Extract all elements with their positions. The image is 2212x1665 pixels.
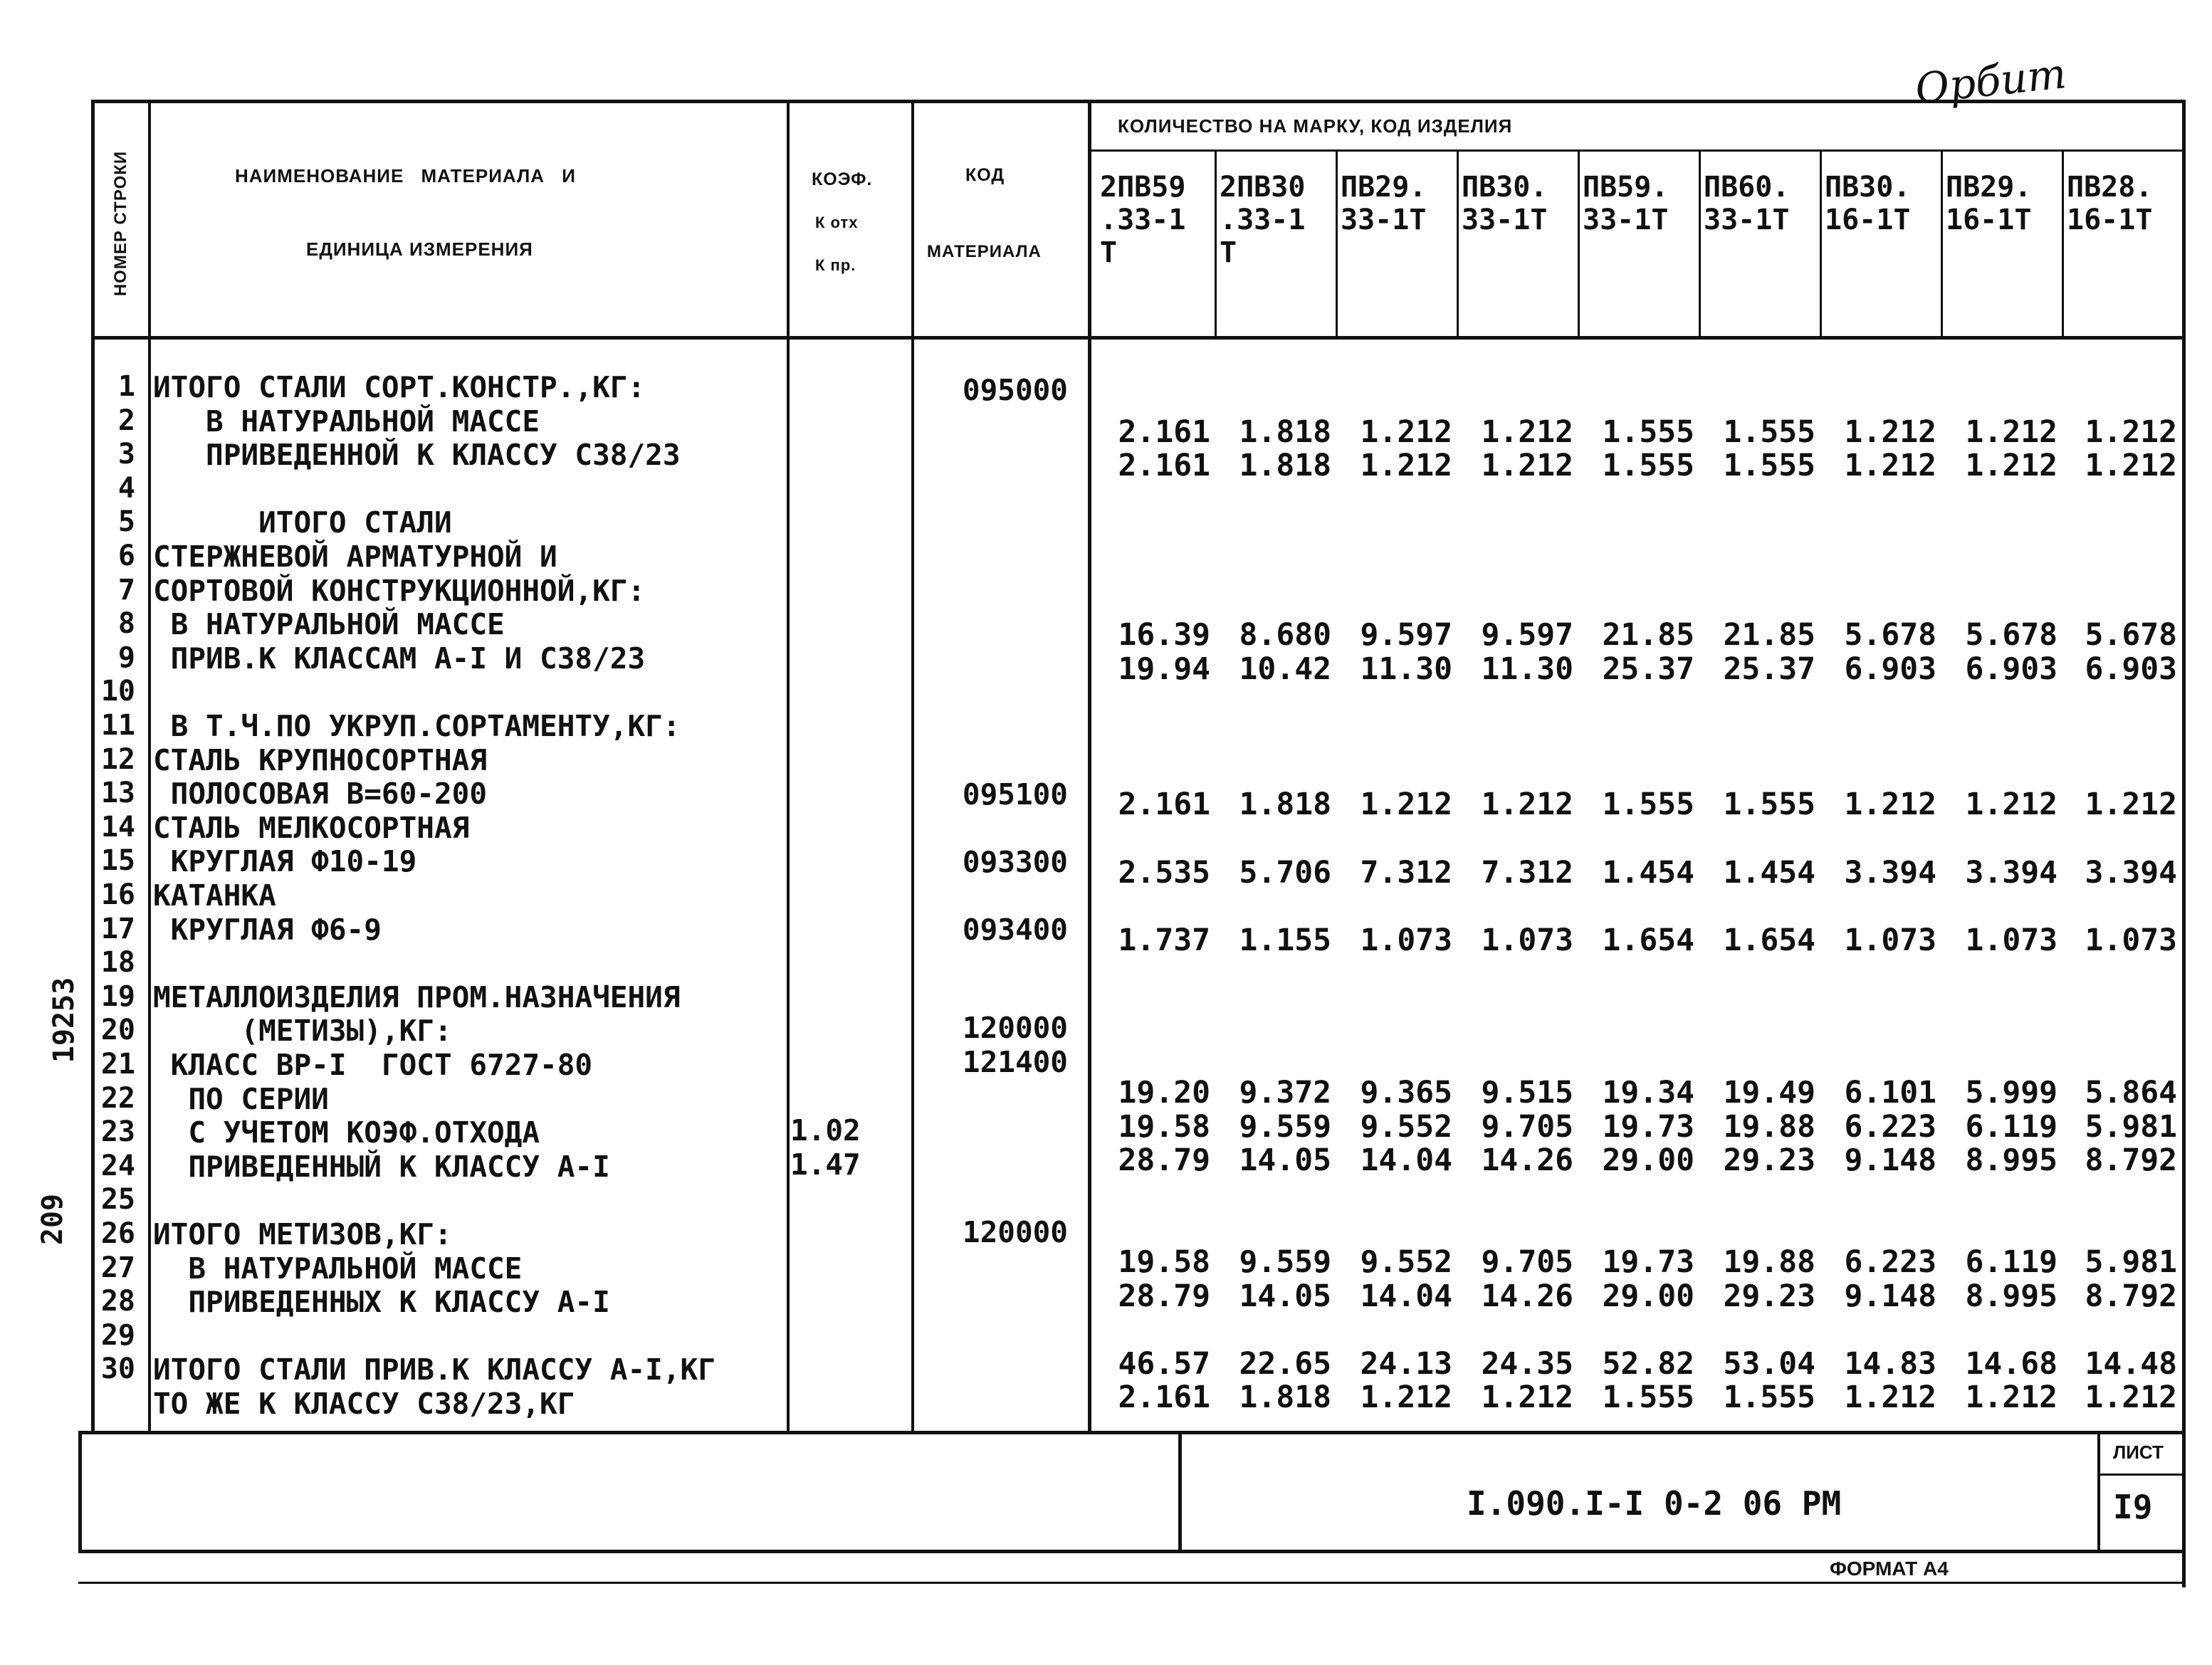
quantity-value: 19.94 [1118, 651, 1210, 688]
product-col-sep [1941, 151, 1943, 337]
code-header-line2: МАТЕРИАЛА [927, 242, 1042, 261]
quantity-value: 1.212 [1481, 1380, 1573, 1416]
quantity-value: 29.23 [1723, 1278, 1815, 1314]
quantity-value: 1.555 [1602, 414, 1694, 450]
row-number: 2 [117, 404, 135, 437]
quantity-value: 1.212 [1844, 448, 1936, 484]
quantity-value: 1.212 [1360, 787, 1452, 823]
row-number: 25 [100, 1183, 135, 1217]
quantity-value: 6.903 [1844, 651, 1936, 688]
quantity-value: 1.212 [1481, 448, 1573, 484]
product-col-sep [1578, 151, 1580, 337]
quantity-value: 1.818 [1239, 787, 1331, 823]
material-code: 095000 [962, 373, 1068, 407]
quantity-value: 6.903 [1965, 651, 2058, 688]
coef-header-line3: К пр. [815, 256, 856, 274]
product-col-sep [2062, 151, 2064, 337]
quantity-value: 14.26 [1481, 1143, 1573, 1179]
material-code: 093400 [962, 913, 1068, 947]
row-number: 15 [100, 844, 135, 878]
value-row [1089, 1380, 2179, 1414]
material-name: ТО ЖЕ К КЛАССУ С38/23,КГ [153, 1387, 575, 1421]
row-number: 23 [100, 1115, 135, 1149]
sheet-label: ЛИСТ [2113, 1441, 2164, 1463]
material-name: КАТАНКА [153, 878, 276, 913]
quantity-value: 9.597 [1360, 617, 1452, 653]
quantity-value: 1.212 [1360, 448, 1452, 484]
row-number-header: НОМЕР СТРОКИ [111, 150, 130, 297]
product-col-5: ПВ59. 33-1Т [1583, 171, 1669, 236]
code-column-border [1088, 100, 1091, 1432]
quantity-value: 1.073 [1844, 922, 1936, 958]
table-top-border [91, 100, 2186, 103]
table-bottom-border [78, 1431, 2186, 1434]
quantity-value: 29.23 [1723, 1143, 1815, 1179]
quantity-value: 1.212 [1844, 1380, 1936, 1416]
quantity-value: 24.35 [1481, 1345, 1573, 1382]
material-code: 120000 [962, 1011, 1068, 1045]
product-col-sep [1336, 151, 1338, 337]
quantity-value: 1.212 [1965, 1380, 2058, 1416]
value-row [1089, 1143, 2179, 1177]
quantity-value: 1.212 [2085, 414, 2177, 450]
material-name: МЕТАЛЛОИЗДЕЛИЯ ПРОМ.НАЗНАЧЕНИЯ [153, 979, 681, 1014]
product-col-sep [1457, 151, 1459, 337]
product-col-sep [1215, 151, 1217, 337]
value-row [1089, 617, 2179, 651]
quantity-value: 5.706 [1239, 854, 1331, 891]
quantity-value: 6.223 [1844, 1244, 1936, 1281]
material-name: В НАТУРАЛЬНОЙ МАССЕ [153, 1251, 523, 1286]
product-col-1: 2ПВ59 .33-1 Т [1100, 171, 1186, 269]
quantity-value: 9.597 [1481, 617, 1573, 653]
quantity-value: 1.212 [1481, 787, 1573, 823]
quantity-value: 8.680 [1239, 617, 1331, 653]
product-col-2: 2ПВ30 .33-1 Т [1220, 171, 1306, 269]
quantity-value: 21.85 [1723, 617, 1815, 653]
row-number: 14 [100, 810, 135, 844]
quantity-value: 9.552 [1360, 1108, 1452, 1145]
quantity-value: 5.981 [2085, 1244, 2177, 1281]
material-name: СТАЛЬ КРУПНОСОРТНАЯ [153, 742, 487, 777]
row-number: 18 [100, 946, 135, 979]
value-row [1089, 1346, 2179, 1380]
material-name: СТАЛЬ МЕЛКОСОРТНАЯ [153, 810, 470, 845]
quantity-value: 5.678 [1965, 617, 2058, 653]
quantity-value: 1.654 [1602, 922, 1694, 958]
quantity-value: 22.65 [1239, 1345, 1331, 1382]
material-name: ПРИВ.К КЛАССАМ А-I И С38/23 [153, 641, 646, 676]
row-number: 19 [100, 979, 135, 1013]
name-header-line2: ЕДИНИЦА ИЗМЕРЕНИЯ [306, 238, 533, 260]
quantity-value: 3.394 [2085, 854, 2177, 891]
coef-header-line2: К отх [815, 214, 859, 231]
quantity-value: 8.792 [2085, 1143, 2177, 1179]
quantity-header: КОЛИЧЕСТВО НА МАРКУ, КОД ИЗДЕЛИЯ [1118, 115, 1513, 137]
value-row [1089, 855, 2179, 889]
quantity-value: 8.995 [1965, 1143, 2058, 1179]
product-col-8: ПВ29. 16-1Т [1946, 171, 2032, 236]
quantity-value: 1.073 [1360, 922, 1452, 958]
quantity-value: 14.83 [1844, 1345, 1936, 1382]
quantity-value: 3.394 [1965, 854, 2058, 891]
material-name: КЛАСС ВР-I ГОСТ 6727-80 [153, 1048, 593, 1082]
material-name: ИТОГО МЕТИЗОВ,КГ: [153, 1217, 452, 1251]
quantity-value: 1.212 [2085, 787, 2177, 823]
quantity-value: 1.212 [1481, 414, 1573, 450]
quantity-value: 1.212 [1965, 448, 2058, 484]
quantity-value: 2.161 [1118, 1380, 1210, 1416]
quantity-value: 24.13 [1360, 1345, 1452, 1382]
quantity-value: 1.555 [1602, 787, 1694, 823]
material-name: В НАТУРАЛЬНОЙ МАССЕ [153, 404, 540, 438]
quantity-value: 1.155 [1239, 922, 1331, 958]
material-code: 121400 [962, 1045, 1068, 1079]
material-name: ПРИВЕДЕННЫЙ К КЛАССУ А-I [153, 1149, 610, 1184]
quantity-value: 1.073 [2085, 922, 2177, 958]
quantity-value: 19.49 [1723, 1075, 1815, 1111]
value-row [1089, 923, 2179, 957]
quantity-value: 5.678 [1844, 617, 1936, 653]
quantity-value: 9.552 [1360, 1244, 1452, 1281]
coef-value: 1.47 [790, 1147, 861, 1182]
quantity-value: 19.58 [1118, 1108, 1210, 1145]
quantity-value: 1.212 [2085, 1380, 2177, 1416]
quantity-value: 5.981 [2085, 1108, 2177, 1145]
product-col-7: ПВ30. 16-1Т [1825, 171, 1911, 236]
quantity-value: 46.57 [1118, 1345, 1210, 1382]
quantity-value: 9.559 [1239, 1244, 1331, 1281]
material-code: 093300 [962, 845, 1068, 879]
row-number: 7 [117, 573, 135, 606]
quantity-value: 19.73 [1602, 1244, 1694, 1281]
row-number: 9 [117, 641, 135, 674]
quantity-value: 5.999 [1965, 1075, 2058, 1111]
material-name: КРУГЛАЯ Ф6-9 [153, 912, 382, 947]
format-strip-right [2182, 1552, 2186, 1584]
quantity-value: 53.04 [1723, 1345, 1815, 1382]
material-name: (МЕТИЗЫ),КГ: [153, 1014, 452, 1049]
row-number: 5 [117, 505, 135, 539]
quantity-value: 1.073 [1481, 922, 1573, 958]
rownum-column-border [148, 100, 151, 1432]
row-number: 16 [100, 878, 135, 911]
material-name: СТЕРЖНЕВОЙ АРМАТУРНОЙ И [153, 540, 557, 574]
frame-right-border [2182, 100, 2186, 1587]
quantity-value: 16.39 [1118, 617, 1210, 653]
quantity-value: 14.05 [1239, 1278, 1331, 1314]
quantity-value: 7.312 [1360, 854, 1452, 891]
material-name: В НАТУРАЛЬНОЙ МАССЕ [153, 607, 505, 642]
value-row [1089, 414, 2179, 448]
value-row [1089, 651, 2179, 686]
quantity-value: 1.737 [1118, 922, 1210, 958]
coef-column-border [911, 100, 914, 1432]
quantity-value: 1.555 [1602, 1380, 1694, 1416]
quantity-value: 19.73 [1602, 1108, 1694, 1145]
quantity-value: 9.365 [1360, 1075, 1452, 1111]
material-name: ИТОГО СТАЛИ ПРИВ.К КЛАССУ А-I,КГ [153, 1353, 716, 1387]
quantity-value: 11.30 [1481, 651, 1573, 688]
row-number: 28 [100, 1285, 135, 1318]
quantity-value: 29.00 [1602, 1143, 1694, 1179]
material-name: КРУГЛАЯ Ф10-19 [153, 844, 417, 879]
quantity-value: 7.312 [1481, 854, 1573, 891]
quantity-header-divider [1089, 149, 2186, 152]
material-name: СОРТОВОЙ КОНСТРУКЦИОННОЙ,КГ: [153, 573, 646, 608]
quantity-value: 1.454 [1723, 854, 1815, 891]
quantity-value: 1.818 [1239, 448, 1331, 484]
quantity-value: 6.119 [1965, 1108, 2058, 1145]
row-number: 30 [100, 1353, 135, 1386]
quantity-value: 19.88 [1723, 1244, 1815, 1281]
row-number: 1 [117, 370, 135, 403]
material-name: С УЧЕТОМ КОЭФ.ОТХОДА [153, 1115, 540, 1150]
product-col-sep [1699, 151, 1701, 337]
sheet-label-divider [2099, 1474, 2186, 1476]
side-code-bottom: 209 [36, 1193, 70, 1246]
format-strip-line [78, 1582, 2186, 1584]
quantity-value: 1.212 [1965, 787, 2058, 823]
quantity-value: 2.161 [1118, 414, 1210, 450]
material-code: 120000 [962, 1215, 1068, 1249]
outer-left-border [78, 1431, 82, 1552]
row-number: 22 [100, 1081, 135, 1115]
row-number: 29 [100, 1318, 135, 1352]
name-header-line1: НАИМЕНОВАНИЕ МАТЕРИАЛА И [235, 165, 576, 187]
quantity-value: 9.372 [1239, 1075, 1331, 1111]
value-row [1089, 1075, 2179, 1109]
header-bottom-border [91, 336, 2186, 340]
quantity-value: 14.48 [2085, 1345, 2177, 1382]
quantity-value: 9.148 [1844, 1278, 1936, 1314]
row-number: 12 [100, 742, 135, 776]
material-name: ИТОГО СТАЛИ [153, 505, 452, 540]
quantity-value: 29.00 [1602, 1278, 1694, 1314]
quantity-value: 1.555 [1723, 414, 1815, 450]
value-row [1089, 1109, 2179, 1143]
quantity-value: 3.394 [1844, 854, 1936, 891]
material-name: ПРИВЕДЕННЫХ К КЛАССУ А-I [153, 1285, 610, 1320]
top-signature: Орбит [1913, 49, 2069, 113]
quantity-value: 1.212 [1965, 414, 2058, 450]
quantity-value: 19.34 [1602, 1075, 1694, 1111]
coef-header-line1: КОЭФ. [812, 169, 873, 189]
quantity-value: 1.555 [1723, 448, 1815, 484]
material-name: ПО СЕРИИ [153, 1081, 329, 1116]
coef-value: 1.02 [790, 1113, 861, 1147]
product-col-3: ПВ29. 33-1Т [1341, 171, 1427, 236]
value-row [1089, 1244, 2179, 1281]
row-number: 6 [117, 540, 135, 572]
quantity-value: 21.85 [1602, 617, 1694, 653]
material-name: В Т.Ч.ПО УКРУП.СОРТАМЕНТУ,КГ: [153, 709, 681, 743]
quantity-value: 19.58 [1118, 1244, 1210, 1281]
quantity-value: 9.705 [1481, 1108, 1573, 1145]
row-number: 26 [100, 1217, 135, 1250]
product-col-6: ПВ60. 33-1Т [1704, 171, 1790, 236]
quantity-value: 14.04 [1360, 1278, 1452, 1314]
side-code-top: 19253 [48, 977, 81, 1063]
value-row [1089, 787, 2179, 821]
material-code: 095100 [962, 777, 1068, 812]
material-name: ПРИВЕДЕННОЙ К КЛАССУ С38/23 [153, 438, 681, 473]
quantity-value: 28.79 [1118, 1278, 1210, 1314]
title-block-left-border [1178, 1431, 1182, 1552]
quantity-value: 1.818 [1239, 414, 1331, 450]
quantity-value: 1.212 [2085, 448, 2177, 484]
quantity-value: 1.212 [1360, 414, 1452, 450]
row-number: 27 [100, 1251, 135, 1284]
product-col-sep [1820, 151, 1822, 337]
quantity-value: 6.223 [1844, 1108, 1936, 1145]
quantity-value: 9.148 [1844, 1143, 1936, 1179]
quantity-value: 25.37 [1602, 651, 1694, 688]
quantity-value: 14.05 [1239, 1143, 1331, 1179]
sheet-number: I9 [2113, 1488, 2153, 1526]
code-header-line1: КОД [965, 165, 1005, 185]
quantity-value: 1.073 [1965, 922, 2058, 958]
quantity-value: 11.30 [1360, 651, 1452, 688]
row-number: 20 [100, 1014, 135, 1047]
quantity-value: 14.68 [1965, 1345, 2058, 1382]
row-number: 10 [100, 675, 135, 708]
product-col-9: ПВ28. 16-1Т [2067, 171, 2153, 236]
quantity-value: 6.119 [1965, 1244, 2058, 1281]
quantity-value: 2.161 [1118, 787, 1210, 823]
quantity-value: 2.161 [1118, 448, 1210, 484]
quantity-value: 6.903 [2085, 651, 2177, 688]
quantity-value: 25.37 [1723, 651, 1815, 688]
row-number: 24 [100, 1149, 135, 1182]
quantity-value: 9.515 [1481, 1075, 1573, 1111]
quantity-value: 9.705 [1481, 1244, 1573, 1281]
quantity-value: 1.212 [1360, 1380, 1452, 1416]
quantity-value: 2.535 [1118, 854, 1210, 891]
row-number: 4 [117, 471, 135, 505]
quantity-value: 8.995 [1965, 1278, 2058, 1314]
quantity-value: 14.26 [1481, 1278, 1573, 1314]
product-col-4: ПВ30. 33-1Т [1462, 171, 1548, 236]
outer-bottom-border [78, 1550, 2186, 1553]
quantity-value: 19.20 [1118, 1075, 1210, 1111]
quantity-value: 9.559 [1239, 1108, 1331, 1145]
quantity-value: 6.101 [1844, 1075, 1936, 1111]
row-number: 3 [117, 438, 135, 471]
quantity-value: 5.864 [2085, 1075, 2177, 1111]
row-number: 21 [100, 1048, 135, 1081]
quantity-value: 1.555 [1723, 1380, 1815, 1416]
quantity-value: 52.82 [1602, 1345, 1694, 1382]
format-label: ФОРМАТ А4 [1830, 1558, 1949, 1580]
quantity-value: 1.555 [1602, 448, 1694, 484]
name-column-border [787, 100, 790, 1432]
quantity-value: 19.88 [1723, 1108, 1815, 1145]
row-number: 11 [100, 709, 135, 742]
row-number: 13 [100, 777, 135, 810]
value-row [1089, 1278, 2179, 1313]
value-row [1089, 448, 2179, 482]
drawing-code: I.090.I-I 0-2 06 РМ [1467, 1484, 1842, 1523]
sheet-box-left-border [2097, 1431, 2100, 1552]
quantity-value: 1.454 [1602, 854, 1694, 891]
material-name: ПОЛОСОВАЯ В=60-200 [153, 777, 487, 812]
quantity-value: 28.79 [1118, 1143, 1210, 1179]
quantity-value: 5.678 [2085, 617, 2177, 653]
quantity-value: 1.818 [1239, 1380, 1331, 1416]
material-name: ИТОГО СТАЛИ СОРТ.КОНСТР.,КГ: [153, 370, 646, 404]
quantity-value: 8.792 [2085, 1278, 2177, 1314]
row-number: 8 [117, 607, 135, 641]
quantity-value: 10.42 [1239, 651, 1331, 688]
quantity-value: 1.654 [1723, 922, 1815, 958]
quantity-value: 1.555 [1723, 787, 1815, 823]
quantity-value: 1.212 [1844, 414, 1936, 450]
quantity-value: 1.212 [1844, 787, 1936, 823]
quantity-value: 14.04 [1360, 1143, 1452, 1179]
row-number: 17 [100, 912, 135, 945]
